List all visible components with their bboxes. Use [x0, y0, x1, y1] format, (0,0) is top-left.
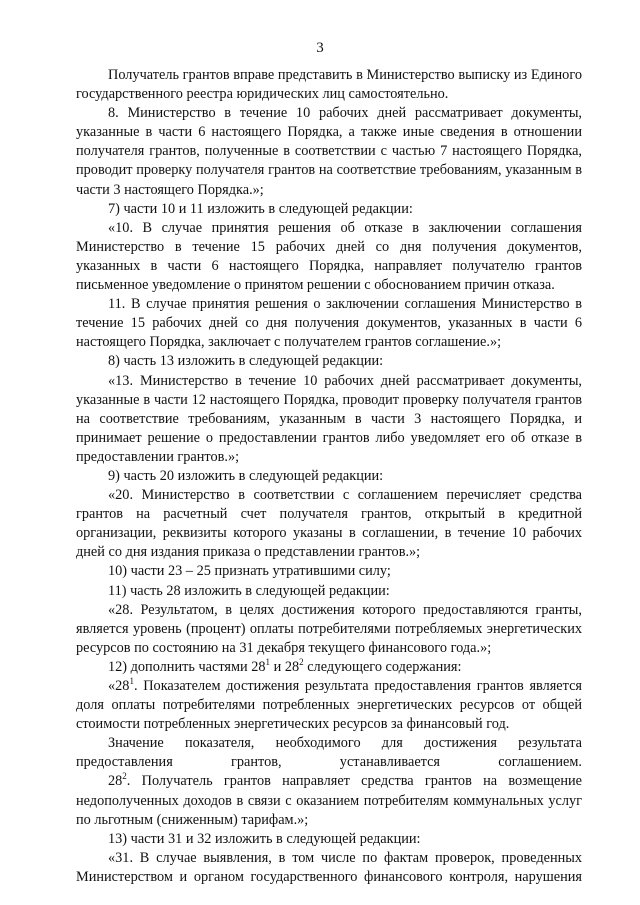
paragraph-amend-10: 10) части 23 – 25 признать утратившими силу;	[108, 563, 391, 580]
paragraph-item-20: «20. Министерство в соответствии с соглашением перечисляет средства грантов на расчетный счет получателя грантов, открытый в кредитной организации, реквизиты которого указаны в соглашении, в течение 10 рабочих дней со дня издания приказа о представлении грантов.»;	[76, 487, 582, 561]
paragraph-item-28: «28. Результатом, в целях достижения которого предоставляются гранты, является уровень (процент) оплаты потребителями потребляемых энергетических ресурсов по состоянию на 31 декабря текущего финансового года.»;	[76, 601, 582, 656]
paragraph-amend-9: 9) часть 20 изложить в следующей редакции:	[108, 467, 384, 484]
paragraph-item-28-1: «$28^1$. Показателем достижения результата предоставления грантов является доля оплаты потребителями потребленных энергетических ресурсов от общей стоимости потребленных энергетических ресурсов за финансовый год.	[76, 676, 582, 733]
paragraph-item-28-2: $28^2$. Получатель грантов направляет средства грантов на возмещение недополученных доходов в связи с оказанием потребителям коммунальных услуг по льготным (сниженным) тарифам.»;	[76, 771, 582, 828]
paragraph-amend-12: 12) дополнить частями $28^1$ и $28^2$ следующего содержания:	[108, 656, 462, 675]
paragraph-amend-11: 11) часть 28 изложить в следующей редакции:	[108, 582, 390, 599]
paragraph-indicator-value: Значение показателя, необходимого для достижения результата предоставления грантов, устанавливается соглашением.	[76, 735, 582, 771]
paragraph-item-13: «13. Министерство в течение 10 рабочих дней рассматривает документы, указанные в части 12 настоящего Порядка, проводит проверку получателя грантов на соответствие требованиям, указанным в части 3 настоящего Порядка, и принимает решение о предоставлении грантов либо уведомляет его об отказе в предоставлении грантов.»;	[76, 372, 582, 465]
document-body	[76, 66, 582, 887]
paragraph-item-10: «10. В случае принятия решения об отказе в заключении соглашения Министерство в течение 15 рабочих дней со дня получения документов, указанных в части 6 настоящего Порядка, направляет получателю грантов письменное уведомление о принятом решении с обоснованием причин отказа.	[76, 219, 582, 294]
paragraph-item-11: 11. В случае принятия решения о заключении соглашения Министерство в течение 15 рабочих дней со дня получения документов, указанных в части 6 настоящего Порядка, заключает с получателем грантов соглашение.»;	[76, 296, 582, 351]
paragraph-amend-13: 13) части 31 и 32 изложить в следующей редакции:	[108, 830, 421, 847]
paragraph-amend-7: 7) части 10 и 11 изложить в следующей редакции:	[108, 200, 413, 217]
paragraph-extract-right: Получатель грантов вправе представить в Министерство выписку из Единого государственного реестра юридических лиц самостоятельно.	[76, 67, 582, 103]
paragraph-amend-8: 8) часть 13 изложить в следующей редакции:	[108, 353, 384, 370]
page-number: 3	[316, 40, 324, 56]
paragraph-item-8: 8. Министерство в течение 10 рабочих дней рассматривает документы, указанные в части 6 настоящего Порядка, а также иные сведения в отношении получателя грантов, полученные в соответствии с частью 7 настоящего Порядка, проводит проверку получателя грантов на соответствие требованиям, указанным в части 3 настоящего Порядка.»;	[76, 105, 582, 198]
paragraph-item-31: «31. В случае выявления, в том числе по фактам проверок, проведенных Министерством и органом государственного финансового контроля, нарушения	[76, 849, 582, 885]
